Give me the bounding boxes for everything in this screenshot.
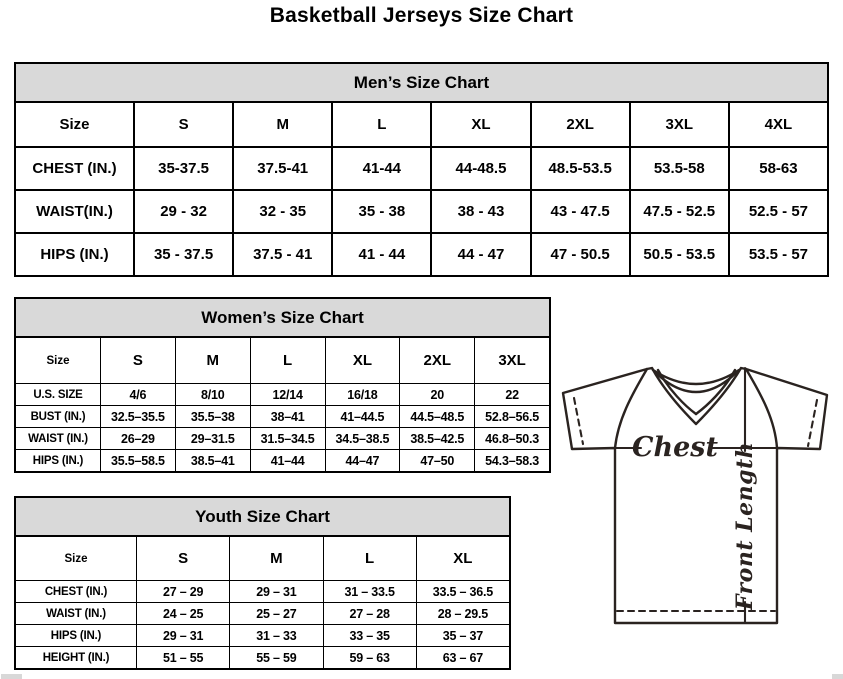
table-cell: 32 - 35: [232, 189, 331, 232]
table-cell: 29 – 31: [136, 624, 229, 646]
table-cell: 38–41: [250, 405, 325, 427]
col-header: S: [136, 537, 229, 580]
table-cell: 37.5 - 41: [232, 232, 331, 275]
size-col-header: Size: [64, 552, 88, 565]
table-cell: 25 – 27: [229, 602, 322, 624]
col-header: S: [100, 338, 175, 383]
youth-table: [14, 537, 511, 670]
table-cell: 34.5–38.5: [325, 427, 400, 449]
table-cell: 29–31.5: [175, 427, 250, 449]
table-cell: 27 – 29: [136, 580, 229, 602]
col-header: 2XL: [399, 338, 474, 383]
table-cell: 47–50: [399, 449, 474, 471]
collar-rib-inner: [655, 372, 737, 392]
col-header: 3XL: [629, 103, 728, 146]
col-header: 3XL: [474, 338, 549, 383]
table-cell: 52.5 - 57: [728, 189, 827, 232]
col-header: M: [175, 338, 250, 383]
youth-size-chart: [14, 496, 511, 670]
table-cell: 46.8–50.3: [474, 427, 549, 449]
table-cell: 41–44.5: [325, 405, 400, 427]
table-cell: 29 - 32: [133, 189, 232, 232]
table-cell: 24 – 25: [136, 602, 229, 624]
womens-table: [14, 338, 551, 473]
table-cell: 20: [399, 383, 474, 405]
table-cell: 63 – 67: [416, 646, 509, 668]
cuff-stitch-right: [808, 400, 817, 446]
table-cell: 52.8–56.5: [474, 405, 549, 427]
front-length-label: Front Length: [732, 441, 758, 611]
table-cell: 55 – 59: [229, 646, 322, 668]
col-header: XL: [430, 103, 529, 146]
table-cell: 16/18: [325, 383, 400, 405]
table-cell: 44 - 47: [430, 232, 529, 275]
page-title: Basketball Jerseys Size Chart: [269, 4, 574, 27]
row-label: WAIST (IN.): [16, 602, 136, 624]
table-cell: 28 – 29.5: [416, 602, 509, 624]
table-cell: 27 – 28: [323, 602, 416, 624]
table-cell: 35-37.5: [133, 146, 232, 189]
mens-chart-title: Men’s Size Chart: [14, 62, 829, 103]
table-cell: 44–47: [325, 449, 400, 471]
row-label: HIPS (IN.): [16, 232, 133, 275]
row-label: CHEST (IN.): [16, 146, 133, 189]
row-label: HIPS (IN.): [16, 624, 136, 646]
jersey-measurement-diagram: [557, 354, 835, 626]
mens-table: [14, 103, 829, 277]
youth-chart-title: Youth Size Chart: [14, 496, 511, 537]
table-cell: 59 – 63: [323, 646, 416, 668]
table-cell: 53.5-58: [629, 146, 728, 189]
womens-size-chart: [14, 297, 551, 473]
row-label: U.S. SIZE: [16, 383, 100, 405]
table-cell: 35.5–58.5: [100, 449, 175, 471]
table-cell: 50.5 - 53.5: [629, 232, 728, 275]
table-cell: 41–44: [250, 449, 325, 471]
table-cell: 37.5-41: [232, 146, 331, 189]
table-cell: 43 - 47.5: [530, 189, 629, 232]
col-header: XL: [325, 338, 400, 383]
cuff-stitch-left: [574, 398, 583, 444]
col-header: L: [323, 537, 416, 580]
mens-size-chart: [14, 62, 829, 277]
row-label: HIPS (IN.): [16, 449, 100, 471]
table-cell: 8/10: [175, 383, 250, 405]
table-cell: 26–29: [100, 427, 175, 449]
row-label: WAIST(IN.): [16, 189, 133, 232]
col-header: XL: [416, 537, 509, 580]
table-cell: 38.5–41: [175, 449, 250, 471]
table-cell: 35 – 37: [416, 624, 509, 646]
table-cell: 35 - 37.5: [133, 232, 232, 275]
size-col-header: Size: [46, 354, 70, 367]
table-cell: 41-44: [331, 146, 430, 189]
row-label: WAIST (IN.): [16, 427, 100, 449]
table-cell: 12/14: [250, 383, 325, 405]
table-cell: 44-48.5: [430, 146, 529, 189]
table-cell: 35 - 38: [331, 189, 430, 232]
table-cell: 32.5–35.5: [100, 405, 175, 427]
col-header: 4XL: [728, 103, 827, 146]
womens-chart-title: Women’s Size Chart: [14, 297, 551, 338]
table-cell: 47 - 50.5: [530, 232, 629, 275]
row-label: CHEST (IN.): [16, 580, 136, 602]
table-cell: 48.5-53.5: [530, 146, 629, 189]
col-header: M: [232, 103, 331, 146]
col-header: M: [229, 537, 322, 580]
table-cell: 47.5 - 52.5: [629, 189, 728, 232]
table-cell: 51 – 55: [136, 646, 229, 668]
size-col-header: Size: [59, 116, 90, 133]
table-cell: 54.3–58.3: [474, 449, 549, 471]
scrollbar-fragment-right: [832, 674, 843, 679]
chest-label: Chest: [632, 432, 718, 463]
table-cell: 29 – 31: [229, 580, 322, 602]
col-header: L: [250, 338, 325, 383]
col-header: 2XL: [530, 103, 629, 146]
table-cell: 33 – 35: [323, 624, 416, 646]
table-cell: 58-63: [728, 146, 827, 189]
row-label: BUST (IN.): [16, 405, 100, 427]
table-cell: 31.5–34.5: [250, 427, 325, 449]
col-header: S: [133, 103, 232, 146]
table-cell: 35.5–38: [175, 405, 250, 427]
armhole-seam-right: [746, 369, 777, 448]
table-cell: 31 – 33: [229, 624, 322, 646]
table-cell: 31 – 33.5: [323, 580, 416, 602]
jersey-outline: [563, 368, 827, 623]
table-cell: 53.5 - 57: [728, 232, 827, 275]
table-cell: 38 - 43: [430, 189, 529, 232]
col-header: L: [331, 103, 430, 146]
row-label: HEIGHT (IN.): [16, 646, 136, 668]
table-cell: 22: [474, 383, 549, 405]
scrollbar-fragment-left: [1, 674, 22, 679]
table-cell: 4/6: [100, 383, 175, 405]
table-cell: 33.5 – 36.5: [416, 580, 509, 602]
table-cell: 41 - 44: [331, 232, 430, 275]
table-cell: 38.5–42.5: [399, 427, 474, 449]
table-cell: 44.5–48.5: [399, 405, 474, 427]
